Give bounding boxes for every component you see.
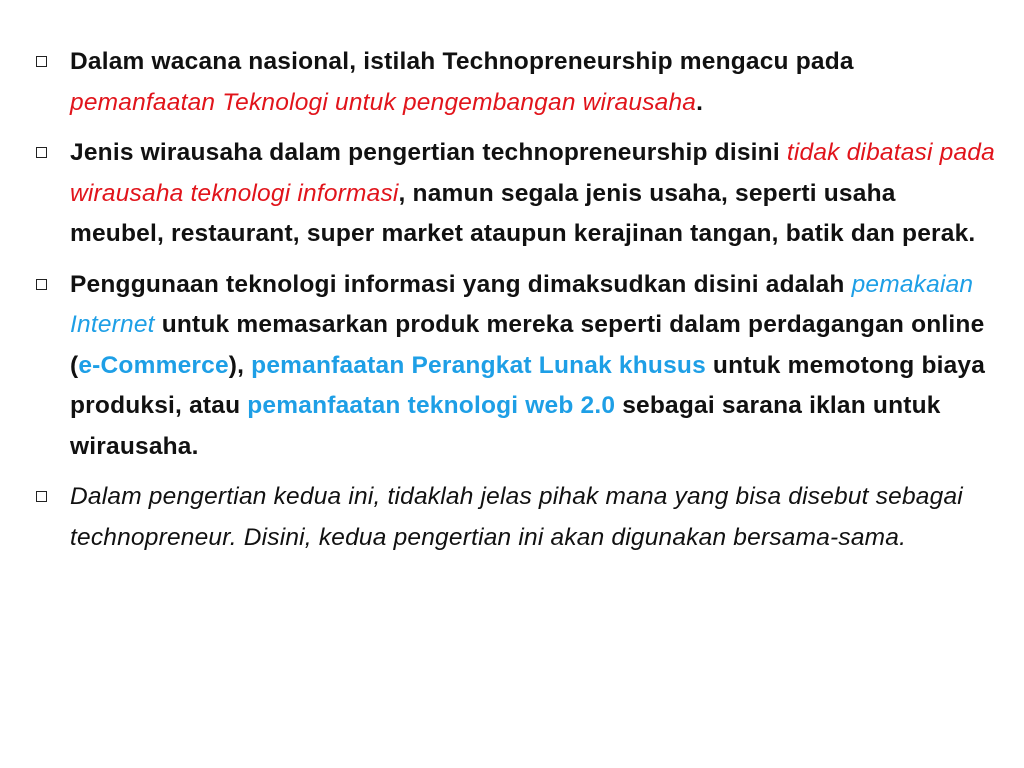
highlight-blue-text: e-Commerce [78,351,229,379]
highlight-red-text: pemanfaatan Teknologi untuk pengembangan wirausaha [70,88,697,116]
highlight-blue-text: pemanfaatan teknologi web 2.0 [247,392,616,419]
bullet-text: sebagai sarana iklan untuk wirausaha. [70,392,941,460]
bullet-text: untuk memasarkan produk mereka seperti dalam perdagangan online ( [70,311,985,379]
bullet-item [36,133,996,255]
bullet-text: ), [228,351,252,379]
highlight-blue-text: pemanfaatan Perangkat Lunak khusus [251,351,706,379]
square-bullet-icon [36,491,47,502]
bullet-item [36,42,996,123]
highlight-blue-text: pemakaian Internet [70,270,974,338]
bullet-item [36,477,996,558]
bullet-text: Dalam wacana nasional, istilah Technopreneurship mengacu pada [70,48,854,75]
square-bullet-icon [36,56,47,67]
highlight-red-text: tidak dibatasi pada wirausaha teknologi informasi [70,139,995,207]
square-bullet-icon [36,279,47,290]
bullet-text: Dalam pengertian kedua ini, tidaklah jelas pihak mana yang bisa disebut sebagai technopreneur. Disini, kedua pengertian ini akan digunakan bersama-sama. [70,483,963,551]
bullet-text: untuk memotong biaya produksi, atau [70,351,986,419]
bullet-item [36,265,996,468]
bullet-text: . [696,88,704,116]
bullet-text: , namun segala jenis usaha, seperti usaha meubel, restaurant, super market ataupun kerajinan tangan, batik dan perak. [70,179,976,247]
bullet-text: Jenis wirausaha dalam pengertian technopreneurship disini [70,139,787,166]
square-bullet-icon [36,147,47,158]
bullet-text: Penggunaan teknologi informasi yang dimaksudkan disini adalah [70,270,852,298]
bullet-list [36,42,996,568]
